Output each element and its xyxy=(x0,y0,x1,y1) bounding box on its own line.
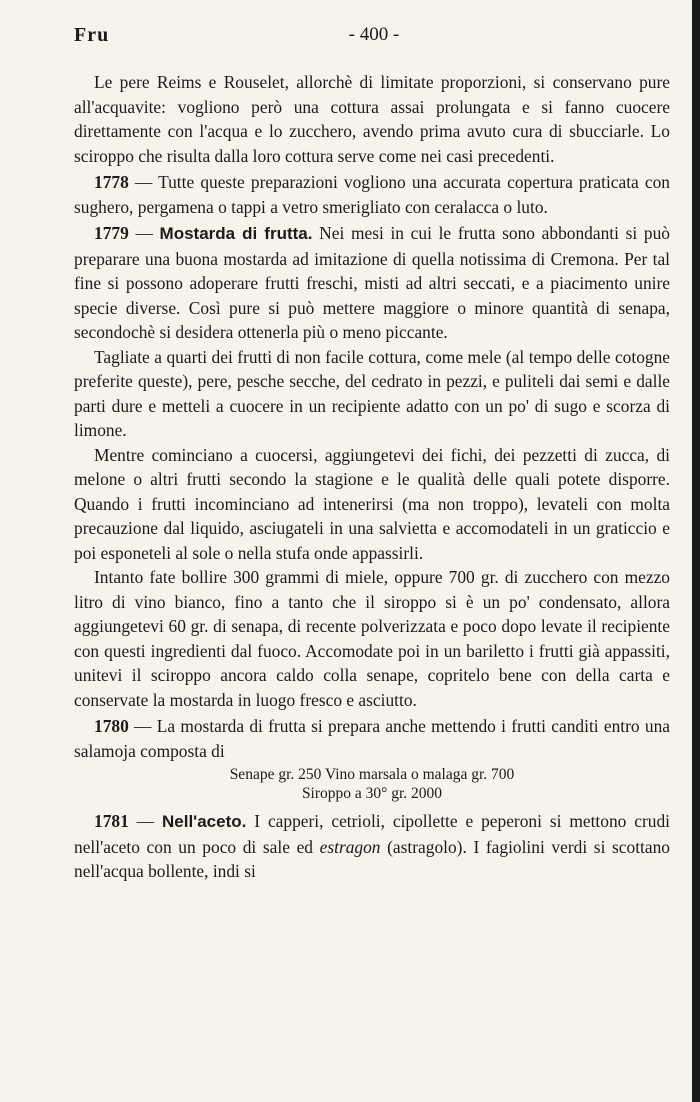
section-number: 1781 xyxy=(94,811,129,831)
section-text: (astragolo). I fagiolini verdi si scottano nell'acqua bollente, indi si xyxy=(74,836,670,881)
recipe-line: Siroppo a 30° gr. 2000 xyxy=(301,785,443,802)
section-number: 1779 xyxy=(94,223,129,243)
running-head: Fru xyxy=(74,24,110,46)
section-1780 xyxy=(74,714,670,763)
section-text: — La mostarda di frutta si prepara anche mettendo i frutti canditi entro una salamoja composta di xyxy=(74,716,670,761)
page-header xyxy=(74,24,670,54)
paragraph-pere-reims: Le pere Reims e Rouselet, allorchè di limitate proporzioni, si conservano pure all'acquavite: vogliono però una cottura assai prolungata e si fanno cuocere direttamente con l'acqua e lo zucchero, avendo prima avuto cura di sbucciarle. Lo sciroppo che risulta dalla loro cottura serve come nei casi precedenti. xyxy=(74,72,670,166)
page-edge-shadow xyxy=(692,0,700,1102)
section-1781 xyxy=(74,809,670,884)
section-1779 xyxy=(74,221,670,345)
section-number: 1780 xyxy=(94,716,129,736)
section-title: Mostarda di frutta. xyxy=(159,224,313,243)
section-number: 1778 xyxy=(94,172,129,192)
page-number: - 400 - xyxy=(348,24,400,45)
section-1778 xyxy=(74,170,670,219)
section-text: — Tutte queste preparazioni vogliono una accurata copertura praticata con sughero, pergamena o tappi a vetro smerigliato con ceralacca o luto. xyxy=(74,172,670,217)
page-body xyxy=(74,70,670,884)
paragraph-tagliate: Tagliate a quarti dei frutti di non facile cottura, come mele (al tempo delle cotogne preferite queste), pere, pesche secche, del cedrato in pezzi, e puliteli dai semi e dalle parti dure e metteli a cuocere in un recipiente adatto con un po' di sugo e scorza di limone. xyxy=(74,346,670,440)
italic-term: estragon xyxy=(319,836,381,857)
recipe-ingredients xyxy=(74,765,670,803)
section-dash: — xyxy=(128,811,162,831)
paragraph-intanto: Intanto fate bollire 300 grammi di miele, oppure 700 gr. di zucchero con mezzo litro di vino bianco, fino a tanto che il siroppo si è un po' condensato, allora aggiungetevi 60 gr. di senapa, di recente polverizzata e poco dopo levate il recipiente con questi ingredienti dal fuoco. Accomodate poi in un bariletto i frutti già appassiti, unitevi il sciroppo ancora caldo colla senape, copritelo bene con della carta e conservate la mostarda in luogo fresco e asciutto. xyxy=(74,567,670,710)
section-dash: — xyxy=(128,223,160,243)
recipe-line: Senape gr. 250 Vino marsala o malaga gr. 700 xyxy=(229,766,515,783)
section-text: Nei mesi in cui le frutta sono abbondanti si può preparare una buona mostarda ad imitazione di quella notissima di Cremona. Per tal fine si possono adoperare frutti freschi, misti ad altri seccati, e a piacimento unire specie diverse. Così pure si può mettere maggiore o minore quantità di senapa, secondochè si desidera ottenerla più o meno piccante. xyxy=(74,223,670,342)
paragraph-mentre: Mentre cominciano a cuocersi, aggiungetevi dei fichi, dei pezzetti di zucca, di melone o altri frutti secondo la stagione e le qualità delle quali potete disporre. Quando i frutti incominciano ad intenerirsi (ma non troppo), levateli con molta precauzione dal liquido, asciugateli in una salvietta e accomodateli in un graticcio e poi esponeteli al sole o nella stufa onde appassirli. xyxy=(74,444,670,563)
section-title: Nell'aceto. xyxy=(161,812,247,831)
section-text: I capperi, cetrioli, cipollette e peperoni si mettono crudi nell'aceto con un poco di sale ed xyxy=(74,811,670,857)
